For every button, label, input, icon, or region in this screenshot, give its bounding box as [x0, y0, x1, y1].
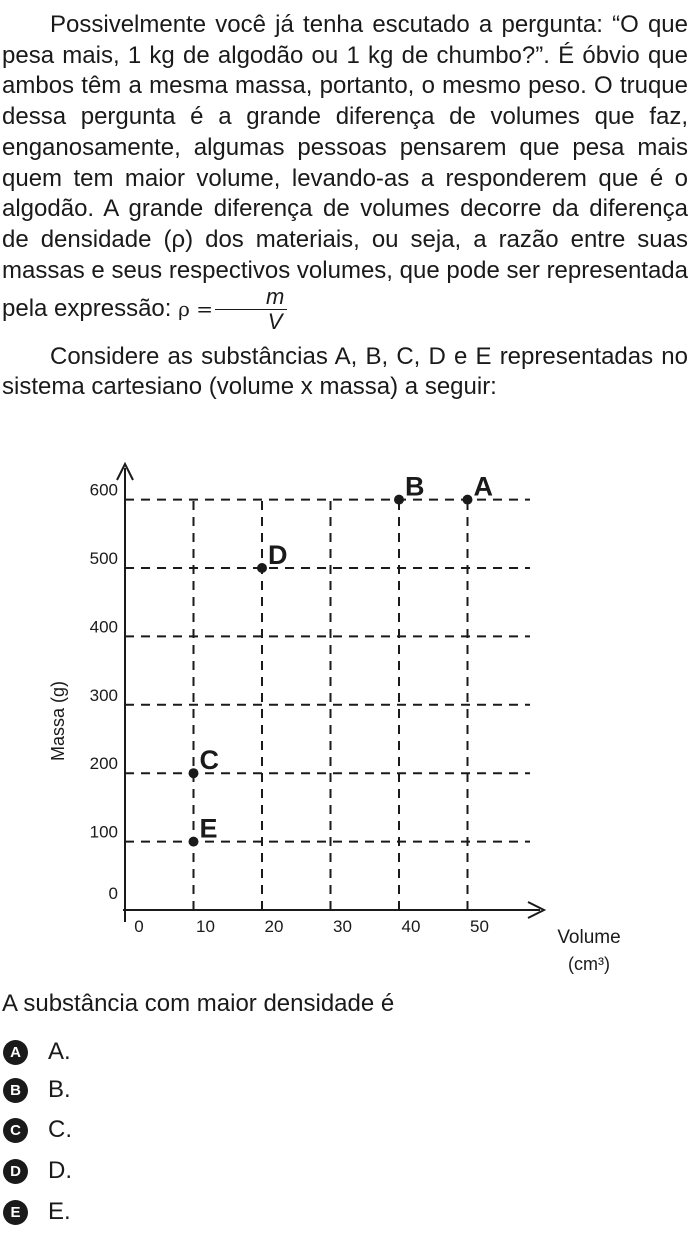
option-b-badge: B [3, 1078, 28, 1103]
intro-text: Possivelmente você já tenha escutado a pergunta: “O que pesa mais, 1 kg de algodão ou 1 kg de chumbo?”. É óbvio que ambos têm a mesma massa, portanto, o mesmo peso. O truque dessa pergunta é a grande diferença de volumes que faz, enganosamente, algumas pessoas pensarem que pesa mais quem tem maior volume, levando-as a responderem que é o algodão. A grande diferença de volumes decorre da diferença de densidade (ρ) dos materiais, ou seja, a razão entre suas massas e seus respectivos volumes, que pode ser representada pela expressão: [2, 11, 688, 323]
y-axis-label: Massa (g) [48, 680, 68, 762]
data-point-label-d: D [268, 540, 288, 570]
x-axis-label: Volume [557, 927, 621, 948]
x-tick-label: 40 [401, 917, 421, 936]
option-d-badge: D [3, 1159, 28, 1184]
density-formula [215, 286, 287, 333]
y-tick-label: 100 [89, 822, 118, 842]
data-point-e [189, 837, 199, 847]
question-text: A substância com maior densidade é [2, 990, 395, 1017]
data-point-label-c: C [199, 745, 219, 776]
y-tick-label: 300 [89, 685, 118, 705]
data-point-label-b: B [405, 471, 425, 502]
y-tick-label: 0 [108, 884, 118, 903]
option-a-text: A. [48, 1038, 71, 1065]
y-tick-label: 400 [89, 617, 118, 637]
x-tick-label: 0 [134, 917, 144, 936]
data-point-b [394, 495, 404, 505]
data-point-c [189, 768, 199, 778]
x-tick-label: 20 [264, 917, 284, 936]
option-e[interactable] [0, 1197, 71, 1227]
x-tick-label: 50 [470, 917, 489, 936]
formula-denominator: V [267, 309, 283, 335]
data-points [189, 472, 494, 847]
x-axis-unit: (cm³) [568, 954, 610, 974]
formula-lhs: ρ = [178, 297, 213, 322]
option-c-text: C. [48, 1116, 72, 1143]
option-b[interactable] [0, 1075, 71, 1105]
intro-paragraph [2, 10, 688, 333]
formula-numerator: m [215, 286, 287, 310]
data-point-a [463, 495, 473, 505]
data-point-label-e: E [199, 813, 218, 844]
option-d-text: D. [48, 1157, 72, 1184]
option-e-badge: E [3, 1200, 28, 1225]
volume-mass-chart [0, 440, 700, 980]
option-a-badge: A [3, 1040, 28, 1065]
x-tick-label: 10 [196, 917, 215, 936]
option-a[interactable] [0, 1037, 71, 1067]
data-point-d [257, 563, 267, 573]
option-e-text: E. [48, 1198, 71, 1225]
option-d[interactable] [0, 1156, 72, 1186]
option-c-badge: C [3, 1118, 28, 1143]
consider-paragraph: Considere as substâncias A, B, C, D e E representadas no sistema cartesiano (volume x massa) a seguir: [2, 343, 688, 400]
x-tick-labels [134, 917, 489, 936]
y-tick-label: 500 [89, 549, 118, 568]
y-tick-label: 200 [89, 754, 118, 774]
x-tick-label: 30 [333, 917, 352, 936]
data-point-label-a: A [473, 471, 493, 502]
option-c[interactable] [0, 1115, 72, 1145]
y-tick-label: 600 [89, 480, 118, 500]
chart-grid [125, 500, 530, 910]
option-b-text: B. [48, 1076, 71, 1103]
y-tick-labels [90, 481, 118, 903]
